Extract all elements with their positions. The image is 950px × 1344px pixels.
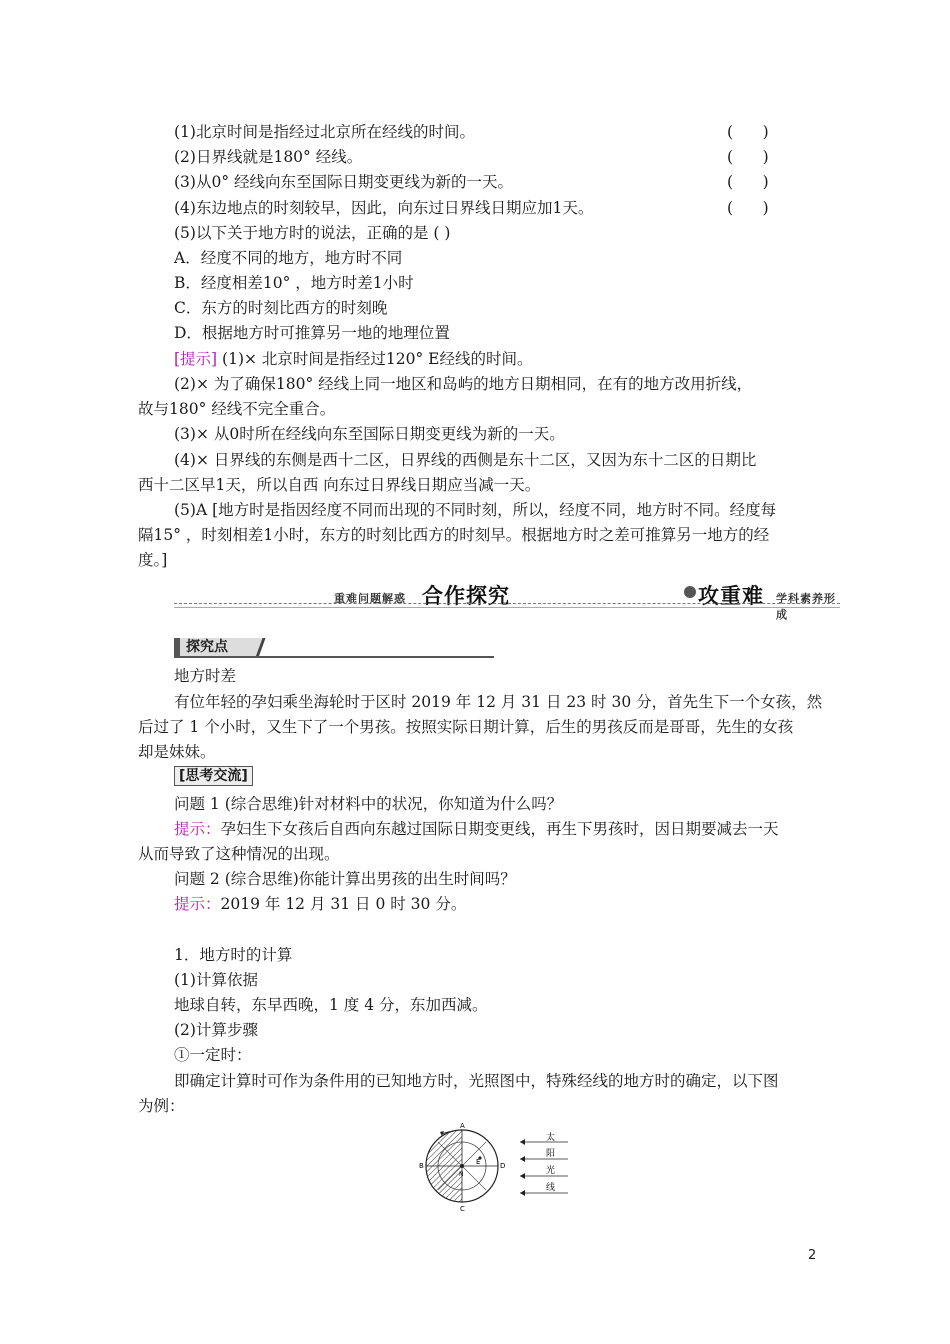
discussion-answer-2 <box>174 894 466 914</box>
calc-subheading-2: (2)计算步骤 <box>174 1021 258 1039</box>
sun-ray-2-arrowhead <box>520 1156 525 1162</box>
tip-label: 提示： <box>174 820 221 838</box>
sun-label-1: 太 <box>546 1133 556 1143</box>
answer-5-line-3: 度。] <box>138 551 168 569</box>
label-a: A <box>460 1122 465 1130</box>
discussion-answer-1-text: 孕妇生下女孩后自西向东越过国际日期变更线，再生下男孩时，因日期要减去一天 <box>220 820 779 838</box>
illumination-diagram-svg <box>418 1118 576 1214</box>
calc-heading: 1．地方时的计算 <box>174 946 293 964</box>
option-b: B．经度相差10° ，地方时差1小时 <box>174 274 414 292</box>
answer-5-line-1: (5)A [地方时是指因经度不同而出现的不同时刻，所以，经度不同，地方时不同。经度每 <box>174 501 777 519</box>
tip-label: [提示] <box>174 350 218 368</box>
section-header-rule <box>174 656 494 658</box>
question-3: (3)从0° 经线向东至国际日期变更线为新的一天。 <box>174 173 513 191</box>
answer-1-text: (1)× 北京时间是指经过120° E经线的时间。 <box>217 350 533 368</box>
section-header-label: 探究点 <box>186 639 228 655</box>
option-c: C．东方的时刻比西方的时刻晚 <box>174 299 388 317</box>
material-line-3: 却是妹妹。 <box>138 743 216 761</box>
banner-title-b: 攻重难 <box>698 584 764 608</box>
tip-label: 提示： <box>174 895 221 913</box>
answer-blank-4: ( ) <box>727 199 769 217</box>
question-5-stem: (5)以下关于地方时的说法，正确的是 ( ) <box>174 224 451 242</box>
banner-title-a: 合作探究 <box>422 584 510 608</box>
discussion-label: [思考交流] <box>174 766 253 786</box>
option-d: D．根据地方时可推算另一地的地理位置 <box>174 324 450 342</box>
calc-description-line-1: 即确定计算时可作为条件用的已知地方时，光照图中，特殊经线的地方时的确定，以下图 <box>174 1072 779 1090</box>
sun-ray-1-arrowhead <box>520 1139 525 1145</box>
answer-5-line-2: 隔15° ，时刻相差1小时，东方的时刻比西方的时刻早。根据地方时之差可推算另一地方的经 <box>138 526 770 544</box>
pole-dot <box>460 1164 464 1168</box>
calc-description-line-2: 为例： <box>138 1097 185 1115</box>
discussion-answer-1-line-1 <box>174 819 779 839</box>
question-2: (2)日界线就是180° 经线。 <box>174 148 363 166</box>
sun-label-2: 阳 <box>546 1149 556 1159</box>
label-n: N <box>459 1171 464 1178</box>
label-b: B <box>419 1162 424 1170</box>
answer-blank-1: ( ) <box>727 123 769 141</box>
answer-4-line-1: (4)× 日界线的东侧是西十二区，日界线的西侧是东十二区，又因为东十二区的日期比 <box>174 451 757 469</box>
answer-4-line-2: 西十二区早1天，所以自西 向东过日界线日期应当减一天。 <box>138 476 541 494</box>
calc-step-1: ①一定时： <box>174 1046 252 1064</box>
question-1: (1)北京时间是指经过北京所在经线的时间。 <box>174 123 475 141</box>
material-line-2: 后过了 1 个小时，又生下了一个男孩。按照实际日期计算，后生的男孩反而是哥哥，先生的女孩 <box>138 718 794 736</box>
discussion-answer-1-line-2: 从而导致了这种情况的出现。 <box>138 845 340 863</box>
page-number: 2 <box>808 1248 817 1263</box>
section-title: 地方时差 <box>174 667 237 685</box>
section-banner <box>174 578 840 621</box>
label-e: E <box>476 1158 481 1166</box>
answer-blank-3: ( ) <box>727 173 769 191</box>
calc-subheading-1: (1)计算依据 <box>174 971 258 989</box>
discussion-answer-2-text: 2019 年 12 月 31 日 0 时 30 分。 <box>220 895 467 913</box>
question-4: (4)东边地点的时刻较早，因此，向东过日界线日期应加1天。 <box>174 199 594 217</box>
answer-blank-2: ( ) <box>727 148 769 166</box>
banner-rule <box>174 603 840 604</box>
banner-separator-icon <box>684 586 696 598</box>
illumination-diagram <box>418 1118 576 1214</box>
calc-basis: 地球自转，东早西晚，1 度 4 分，东加西减。 <box>174 996 488 1014</box>
sun-ray-4-arrowhead <box>520 1190 525 1196</box>
answer-2-line-1: (2)× 为了确保180° 经线上同一地区和岛屿的地方日期相同，在有的地方改用折线， <box>174 375 753 393</box>
answer-2-line-2: 故与180° 经线不完全重合。 <box>138 400 336 418</box>
answer-3: (3)× 从0时所在经线向东至国际日期变更线为新的一天。 <box>174 425 565 443</box>
label-c: C <box>460 1205 465 1213</box>
sun-label-3: 光 <box>546 1166 556 1176</box>
sun-ray-3-arrowhead <box>520 1173 525 1179</box>
discussion-question-1: 问题 1 (综合思维)针对材料中的状况，你知道为什么吗？ <box>174 795 563 813</box>
label-d: D <box>500 1162 506 1170</box>
material-line-1: 有位年轻的孕妇乘坐海轮时于区时 2019 年 12 月 31 日 23 时 30 分，首先生下一个女孩，然 <box>174 693 823 711</box>
section-header <box>174 638 494 656</box>
option-a: A．经度不同的地方，地方时不同 <box>174 249 403 267</box>
banner-right-text: 学科素养形成 <box>776 592 836 621</box>
banner-rule-thin <box>174 607 840 608</box>
discussion-question-2: 问题 2 (综合思维)你能计算出男孩的出生时间吗？ <box>174 870 516 888</box>
answer-1 <box>174 349 532 369</box>
sun-label-4: 线 <box>546 1183 556 1193</box>
banner-left-text: 重难问题解惑 <box>334 592 406 605</box>
section-header-mark <box>174 638 180 656</box>
